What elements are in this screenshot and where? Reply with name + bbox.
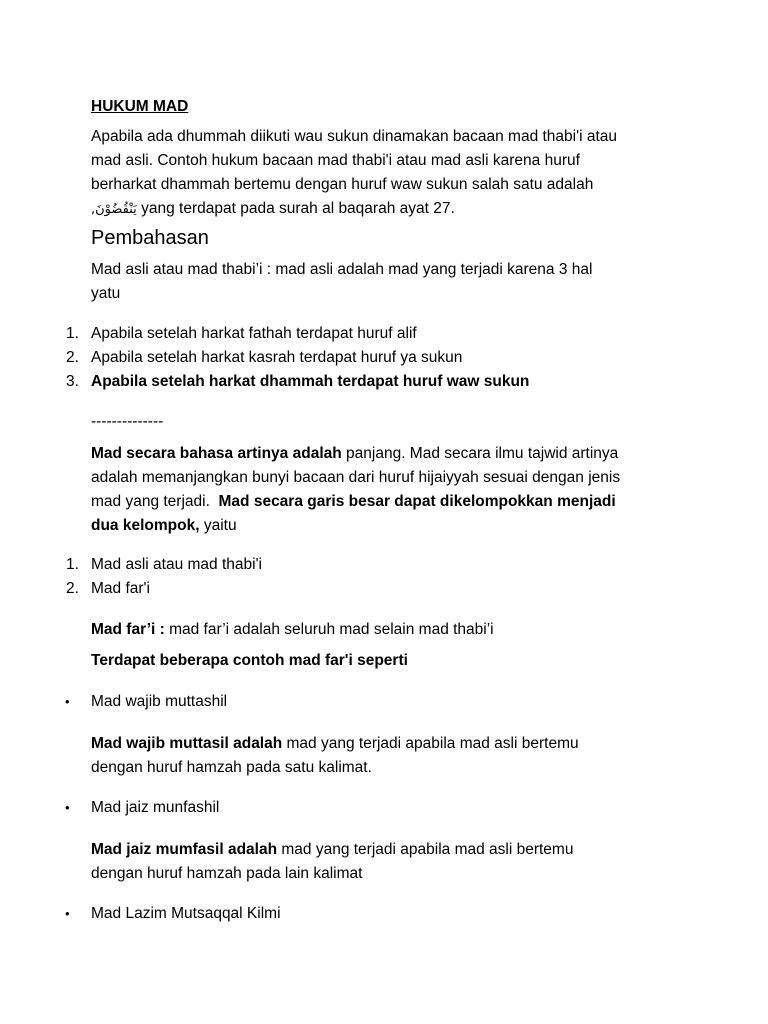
bullet-icon: • — [65, 694, 70, 709]
jaiz-text: mad yang terjadi apabila mad asli bertemu — [277, 841, 574, 858]
intro-line-1: Apabila ada dhummah diikuti wau sukun dinamakan bacaan mad thabi'i atau — [91, 128, 617, 145]
list-item-text: Mad asli atau mad thabi'i — [91, 556, 262, 573]
bullet-item-text: Mad wajib muttashil — [91, 693, 228, 710]
definition-bold-1: Mad secara bahasa artinya adalah — [91, 445, 342, 462]
definition-bold-2a: Mad secara garis besar dapat dikelompokkan menjadi — [218, 493, 616, 510]
definition-line-3-text: mad yang terjadi. — [91, 493, 219, 510]
pembahasan-line-1: Mad asli atau mad thabi’i : mad asli adalah mad yang terjadi karena 3 hal — [91, 261, 593, 278]
bullet-item-text: Mad Lazim Mutsaqqal Kilmi — [91, 905, 281, 922]
pembahasan-line-2: yatu — [91, 285, 121, 302]
mad-fari-definition — [91, 618, 691, 642]
definition-text-2: yaitu — [199, 517, 237, 534]
list-marker: 1. — [66, 556, 79, 573]
intro-line-4 — [91, 197, 691, 222]
bullet-icon: • — [65, 906, 70, 921]
wajib-line-2: dengan huruf hamzah pada satu kalimat. — [91, 759, 372, 776]
wajib-text: mad yang terjadi apabila mad asli bertemu — [282, 735, 579, 752]
list-marker: 3. — [66, 373, 79, 390]
list-marker: 2. — [66, 580, 79, 597]
wajib-line-1 — [91, 732, 691, 756]
wajib-bold: Mad wajib muttasil adalah — [91, 735, 283, 752]
intro-line-4-rest: yang terdapat pada surah al baqarah ayat 27. — [136, 200, 455, 217]
definition-paragraph — [91, 442, 691, 538]
definition-text-1: panjang. Mad secara ilmu tajwid artinya — [341, 445, 619, 462]
intro-line-3: berharkat dhammah bertemu dengan huruf waw sukun salah satu adalah — [91, 176, 594, 193]
list-item-text: Mad far'i — [91, 580, 150, 597]
definition-line-2: adalah memanjangkan bunyi bacaan dari huruf hijaiyyah sesuai dengan jenis — [91, 469, 621, 486]
list-marker: 1. — [66, 325, 79, 342]
definition-line-3 — [91, 490, 691, 514]
doc-title: HUKUM MAD — [91, 98, 189, 115]
intro-paragraph — [91, 125, 691, 222]
pembahasan-paragraph — [91, 258, 691, 306]
separator-line: -------------- — [91, 413, 164, 430]
definition-line-4 — [91, 514, 691, 538]
contoh-heading: Terdapat beberapa contoh mad far'i seperti — [91, 652, 408, 669]
bullet-icon: • — [65, 800, 70, 815]
wajib-definition — [91, 732, 691, 780]
list-item-text: Apabila setelah harkat kasrah terdapat huruf ya sukun — [91, 349, 463, 366]
intro-line-2: mad asli. Contoh hukum bacaan mad thabi'i atau mad asli karena huruf — [91, 152, 580, 169]
definition-bold-2b: dua kelompok, — [91, 517, 200, 534]
jaiz-definition — [91, 838, 691, 886]
section-heading-pembahasan: Pembahasan — [91, 227, 209, 249]
jaiz-line-2: dengan huruf hamzah pada lain kalimat — [91, 865, 363, 882]
definition-line-1 — [91, 442, 691, 466]
list-item-text: Apabila setelah harkat fathah terdapat huruf alif — [91, 325, 417, 342]
jaiz-line-1 — [91, 838, 691, 862]
list-marker: 2. — [66, 349, 79, 366]
list-item-text: Apabila setelah harkat dhammah terdapat huruf waw sukun — [91, 373, 530, 390]
arabic-example-word: يَنْقُضُوْنَ, — [91, 202, 137, 217]
mad-fari-text: mad far’i adalah seluruh mad selain mad thabi’i — [164, 621, 494, 638]
mad-fari-label: Mad far’i : — [91, 621, 165, 638]
bullet-item-text: Mad jaiz munfashil — [91, 799, 220, 816]
jaiz-bold: Mad jaiz mumfasil adalah — [91, 841, 278, 858]
